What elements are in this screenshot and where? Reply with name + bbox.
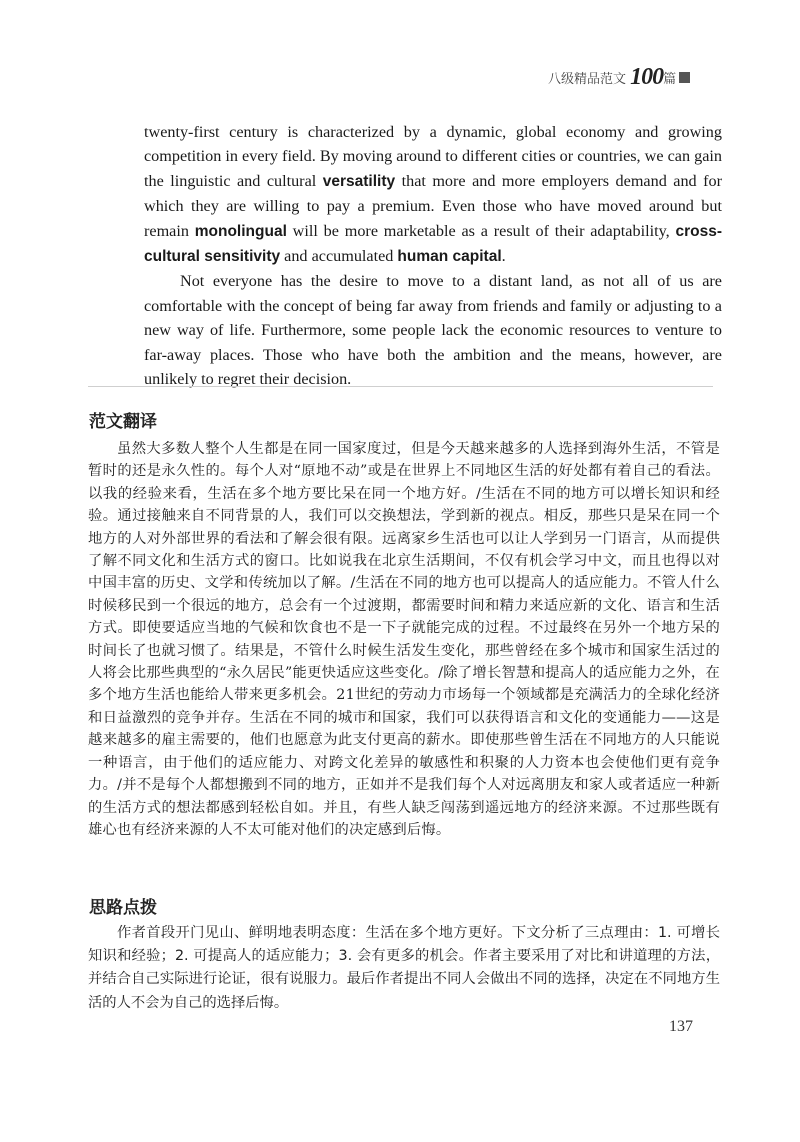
text-run: will be more marketable as a result of their adaptability, (286, 221, 676, 240)
section-divider (88, 386, 713, 387)
page-number: 137 (669, 1018, 693, 1035)
english-paragraph-2: Not everyone has the desire to move to a distant land, as not all of us are comfortable with the concept of being far away from friends and family or adjusting to a new way of life. Furthermore, some people lack the economic resources to venture to far-away places. Those who have both the ambition and the means, however, are unlikely to regret their decision. (144, 272, 722, 389)
analysis-heading: 思路点拨 (89, 898, 157, 918)
keyword-monolingual: monolingual (194, 222, 287, 240)
english-paragraph-1 (144, 120, 722, 269)
series-number: 100 (630, 64, 664, 90)
english-essay (144, 120, 722, 391)
text-run: and accumulated (280, 247, 398, 266)
keyword-human-capital: human capital (397, 248, 502, 266)
translation-heading: 范文翻译 (89, 412, 157, 432)
header-square-icon (679, 72, 690, 83)
keyword-versatility: versatility (322, 172, 396, 190)
keyword-cross-cultural-sensitivity: cross-cultural sensitivity (144, 222, 722, 266)
translation-body: 虽然大多数人整个人生都是在同一国家度过，但是今天越来越多的人选择到海外生活，不管是暂时的还是永久性的。每个人对“原地不动”或是在世界上不同地区生活的好处都有着自己的看法。以我的经验来看，生活在多个地方要比呆在同一个地方好。/生活在不同的地方可以增长知识和经验。通过接触来自不同背景的人，我们可以交换想法，学到新的视点。相反，那些只是呆在同一个地方的人对外部世界的看法和了解会很有限。远离家乡生活也可以让人学到另一门语言，从而提供了解不同文化和生活方式的窗口。比如说我在北京生活期间，不仅有机会学习中文，而且也得以对中国丰富的历史、文学和传统加以了解。/生活在不同的地方也可以提高人的适应能力。不管人什么时候移民到一个很远的地方，总会有一个过渡期，都需要时间和精力来适应新的文化、语言和生活方式。即使要适应当地的气候和饮食也不是一下子就能完成的过程。不过最终在另外一个地方呆的时间长了也就习惯了。结果是，不管什么时候生活发生变化，那些曾经在多个城市和国家生活过的人将会比那些典型的“永久居民”能更快适应这些变化。/除了增长智慧和提高人的适应能力之外，在多个地方生活也能给人带来更多机会。21世纪的劳动力市场每一个领域都是充满活力的全球化经济和日益激烈的竞争并存。生活在不同的城市和国家，我们可以获得语言和文化的变通能力——这是越来越多的雇主需要的，他们也愿意为此支付更高的薪水。即使那些曾生活在不同地方的人只能说一种语言，由于他们的适应能力、对跨文化差异的敏感性和积聚的人力资本也会使他们更有竞争力。/并不是每个人都想搬到不同的地方，正如并不是我们每个人对远离朋友和家人或者适应一种新的生活方式的想法都感到轻松自如。并且，有些人缺乏闯荡到遥远地方的经济来源。不过那些既有雄心也有经济来源的人不太可能对他们的决定感到后悔。 (88, 441, 720, 838)
analysis-body: 作者首段开门见山、鲜明地表明态度：生活在多个地方更好。下文分析了三点理由：1. 可增长知识和经验；2. 可提高人的适应能力；3. 会有更多的机会。作者主要采用了对比和讲道理的方法，并结合自己实际进行论证，很有说服力。最后作者提出不同人会做出不同的选择，决定在不同地方生活的人不会为自己的选择后悔。 (88, 925, 720, 1011)
text-run: twenty-first century is characterized by a dynamic, global economy and growing competition in every field. By moving around to different cities or countries, we can gain the linguistic and cultural (144, 123, 722, 190)
text-run: that more and more employers demand and for which they are willing to pay a premium. Even those who have moved around but remain (144, 171, 722, 240)
series-suffix: 篇 (663, 72, 677, 87)
text-run: . (501, 247, 506, 266)
running-header (548, 64, 718, 90)
series-title: 八级精品范文 (548, 72, 627, 87)
